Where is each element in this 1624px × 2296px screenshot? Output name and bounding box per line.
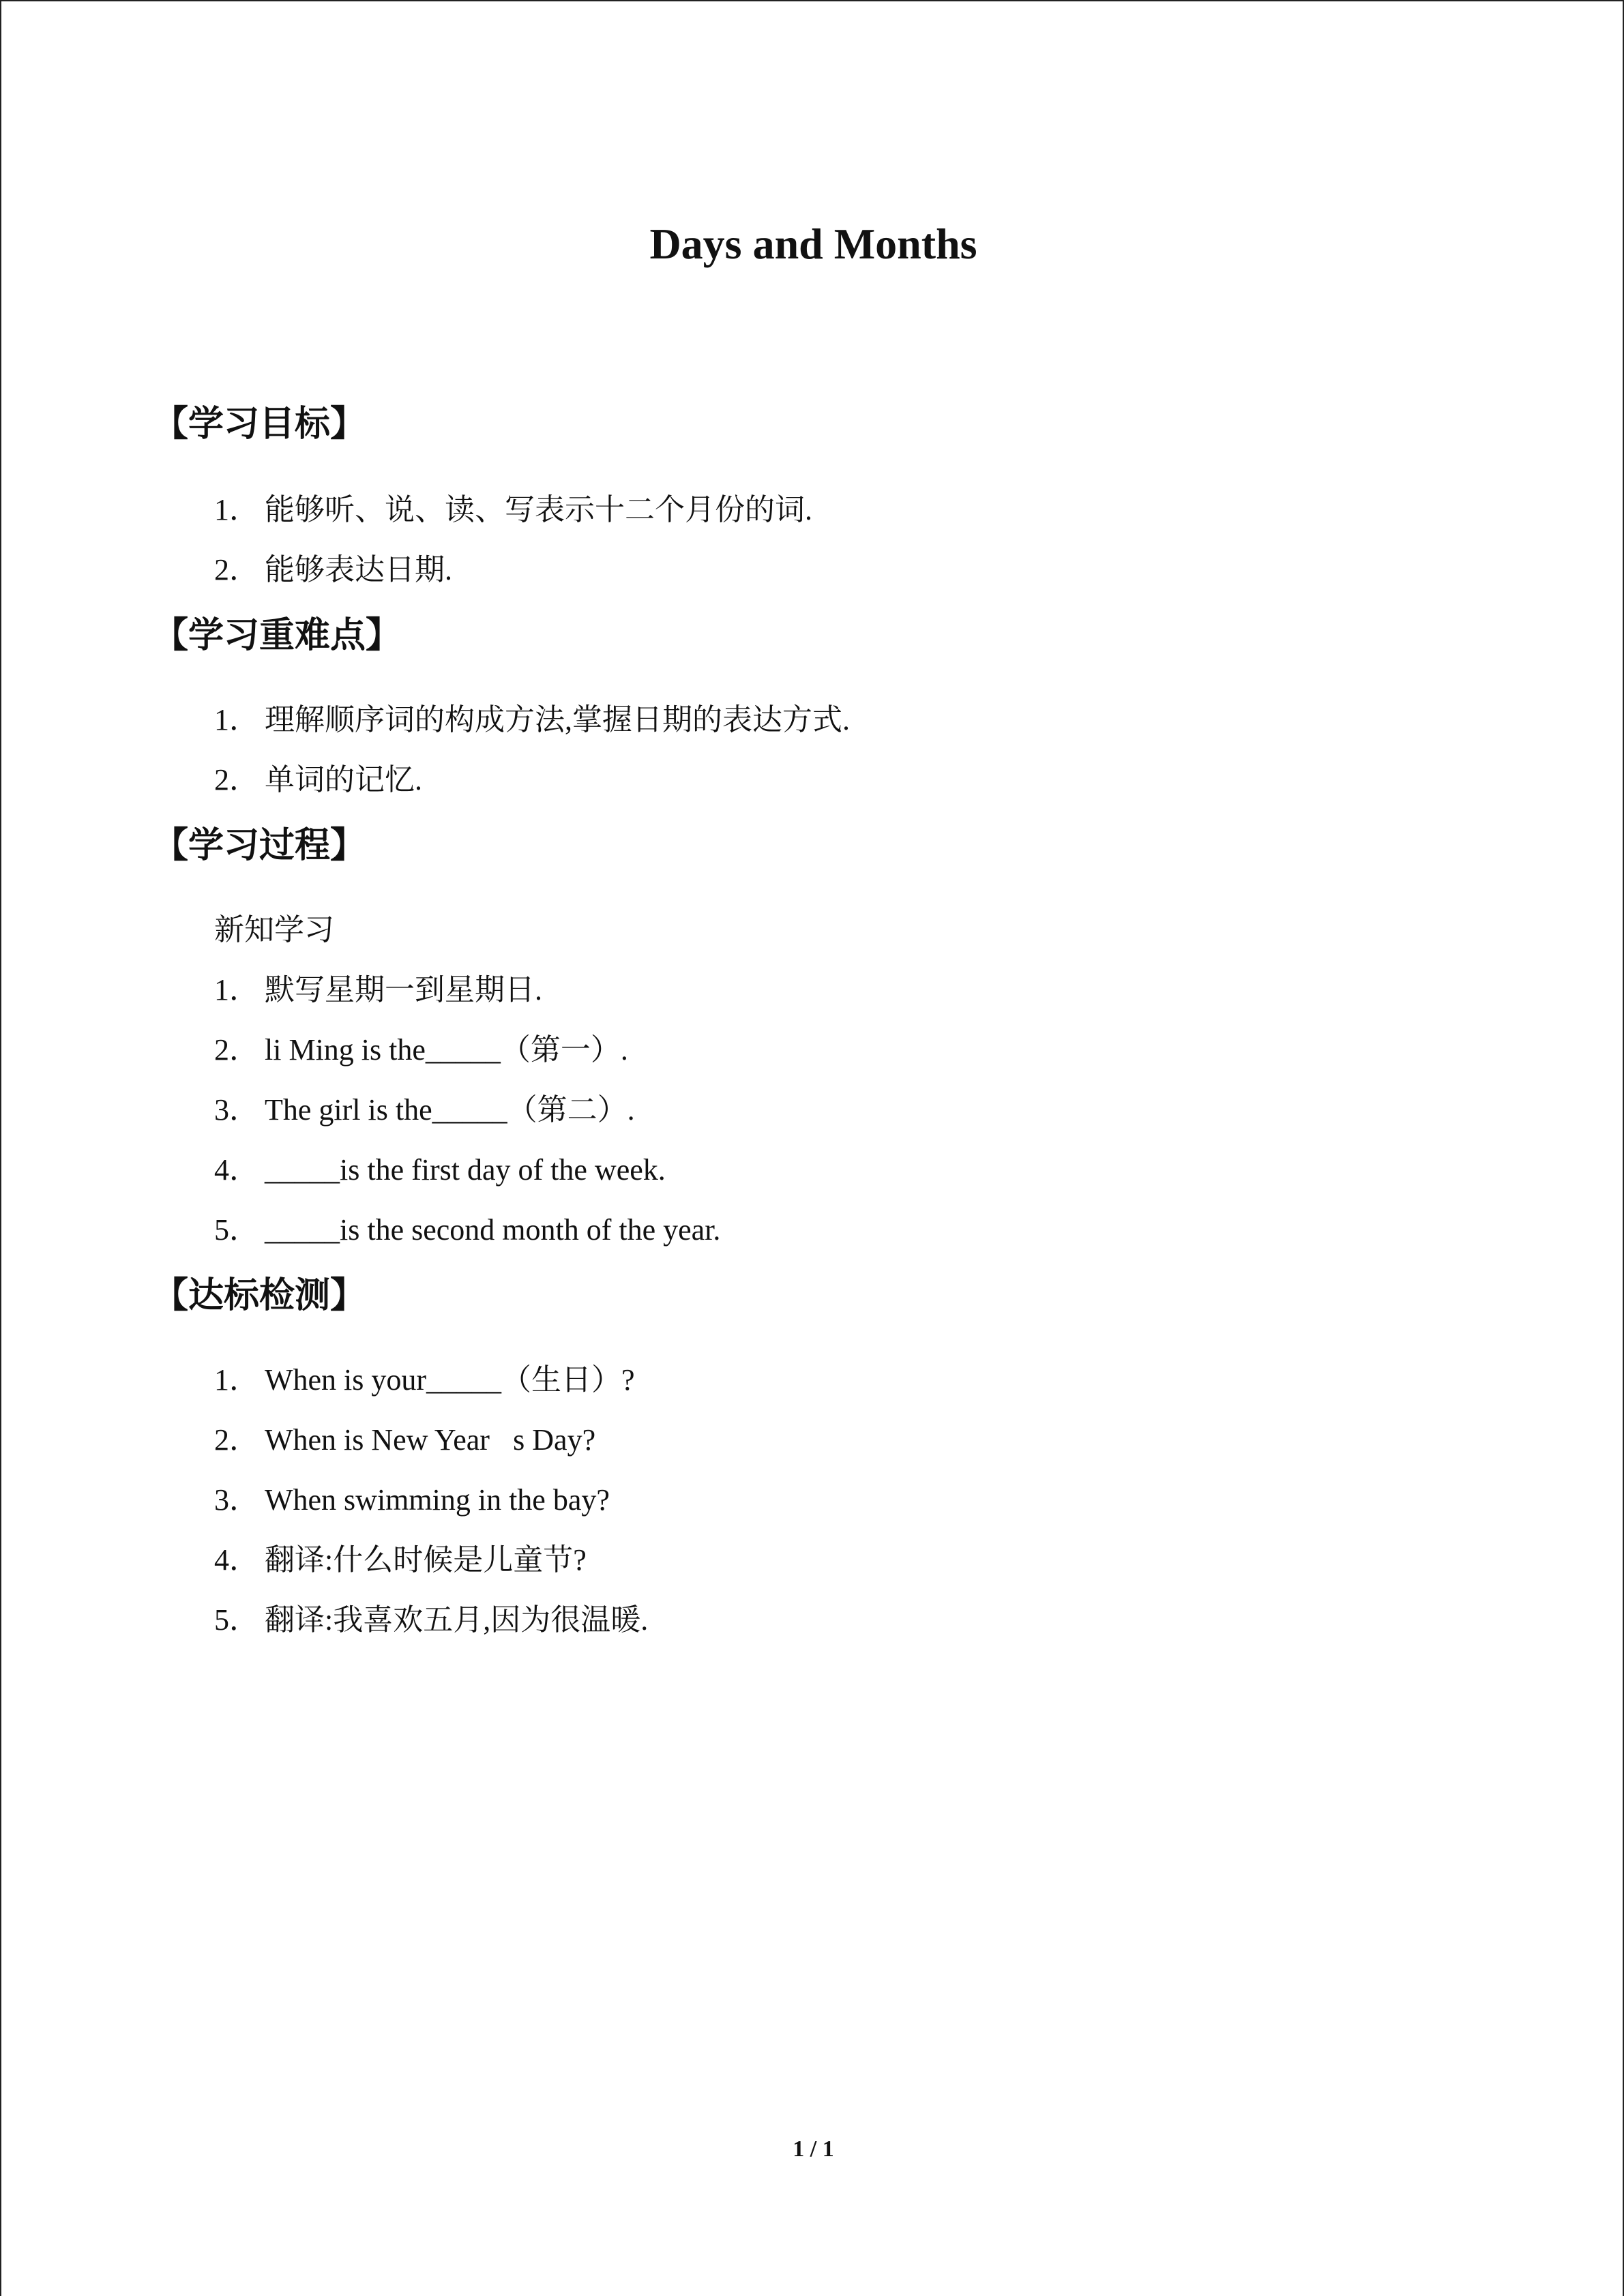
list-item — [214, 761, 422, 799]
list-item — [214, 491, 812, 529]
list-item — [214, 1541, 587, 1579]
document-title: Days and Months — [649, 220, 977, 268]
page-number: 1 / 1 — [793, 2136, 834, 2162]
list-item — [214, 971, 542, 1009]
item-text: 翻译:我喜欢五月,因为很温暖. — [265, 1603, 649, 1637]
list-item — [214, 1031, 628, 1069]
item-number: 5． — [214, 1213, 259, 1247]
item-number: 2． — [214, 763, 259, 796]
item-number: 5． — [214, 1603, 259, 1637]
item-text: li Ming is the_____（第一）. — [265, 1033, 628, 1067]
list-item — [214, 1361, 635, 1399]
item-text: _____is the second month of the year. — [265, 1213, 721, 1247]
list-item — [214, 701, 850, 739]
section-heading-test: 【达标检测】 — [153, 1275, 366, 1316]
item-text: When is New Year s Day? — [265, 1423, 596, 1457]
item-text: 单词的记忆. — [265, 763, 422, 796]
item-number: 2． — [214, 553, 259, 586]
item-number: 3． — [214, 1093, 259, 1127]
item-number: 3． — [214, 1483, 259, 1517]
item-number: 1． — [214, 973, 259, 1007]
list-item — [214, 1151, 666, 1189]
item-text: 能够听、说、读、写表示十二个月份的词. — [265, 493, 812, 526]
list-item — [214, 1601, 648, 1639]
item-number: 2． — [214, 1033, 259, 1067]
list-item — [214, 551, 452, 589]
item-text: 翻译:什么时候是儿童节? — [265, 1543, 587, 1577]
subsection-label: 新知学习 — [214, 913, 334, 946]
item-text: When swimming in the bay? — [265, 1483, 610, 1517]
item-number: 2． — [214, 1423, 259, 1457]
item-number: 4． — [214, 1153, 259, 1187]
item-number: 1． — [214, 703, 259, 736]
section-heading-key-points: 【学习重难点】 — [153, 615, 402, 656]
item-text: When is your_____（生日）? — [265, 1363, 635, 1397]
item-text: The girl is the_____（第二）. — [265, 1093, 635, 1127]
list-item — [214, 1421, 595, 1459]
list-item — [214, 1211, 720, 1249]
section-heading-goals: 【学习目标】 — [153, 404, 366, 445]
item-text: 理解顺序词的构成方法,掌握日期的表达方式. — [265, 703, 850, 736]
item-number: 1． — [214, 493, 259, 526]
item-number: 4． — [214, 1543, 259, 1577]
list-item — [214, 1091, 635, 1129]
item-text: 默写星期一到星期日. — [265, 973, 542, 1007]
item-number: 1． — [214, 1363, 259, 1397]
list-item — [214, 1481, 610, 1519]
item-text: _____is the first day of the week. — [265, 1153, 666, 1187]
section-heading-process: 【学习过程】 — [153, 825, 366, 866]
item-text: 能够表达日期. — [265, 553, 452, 586]
